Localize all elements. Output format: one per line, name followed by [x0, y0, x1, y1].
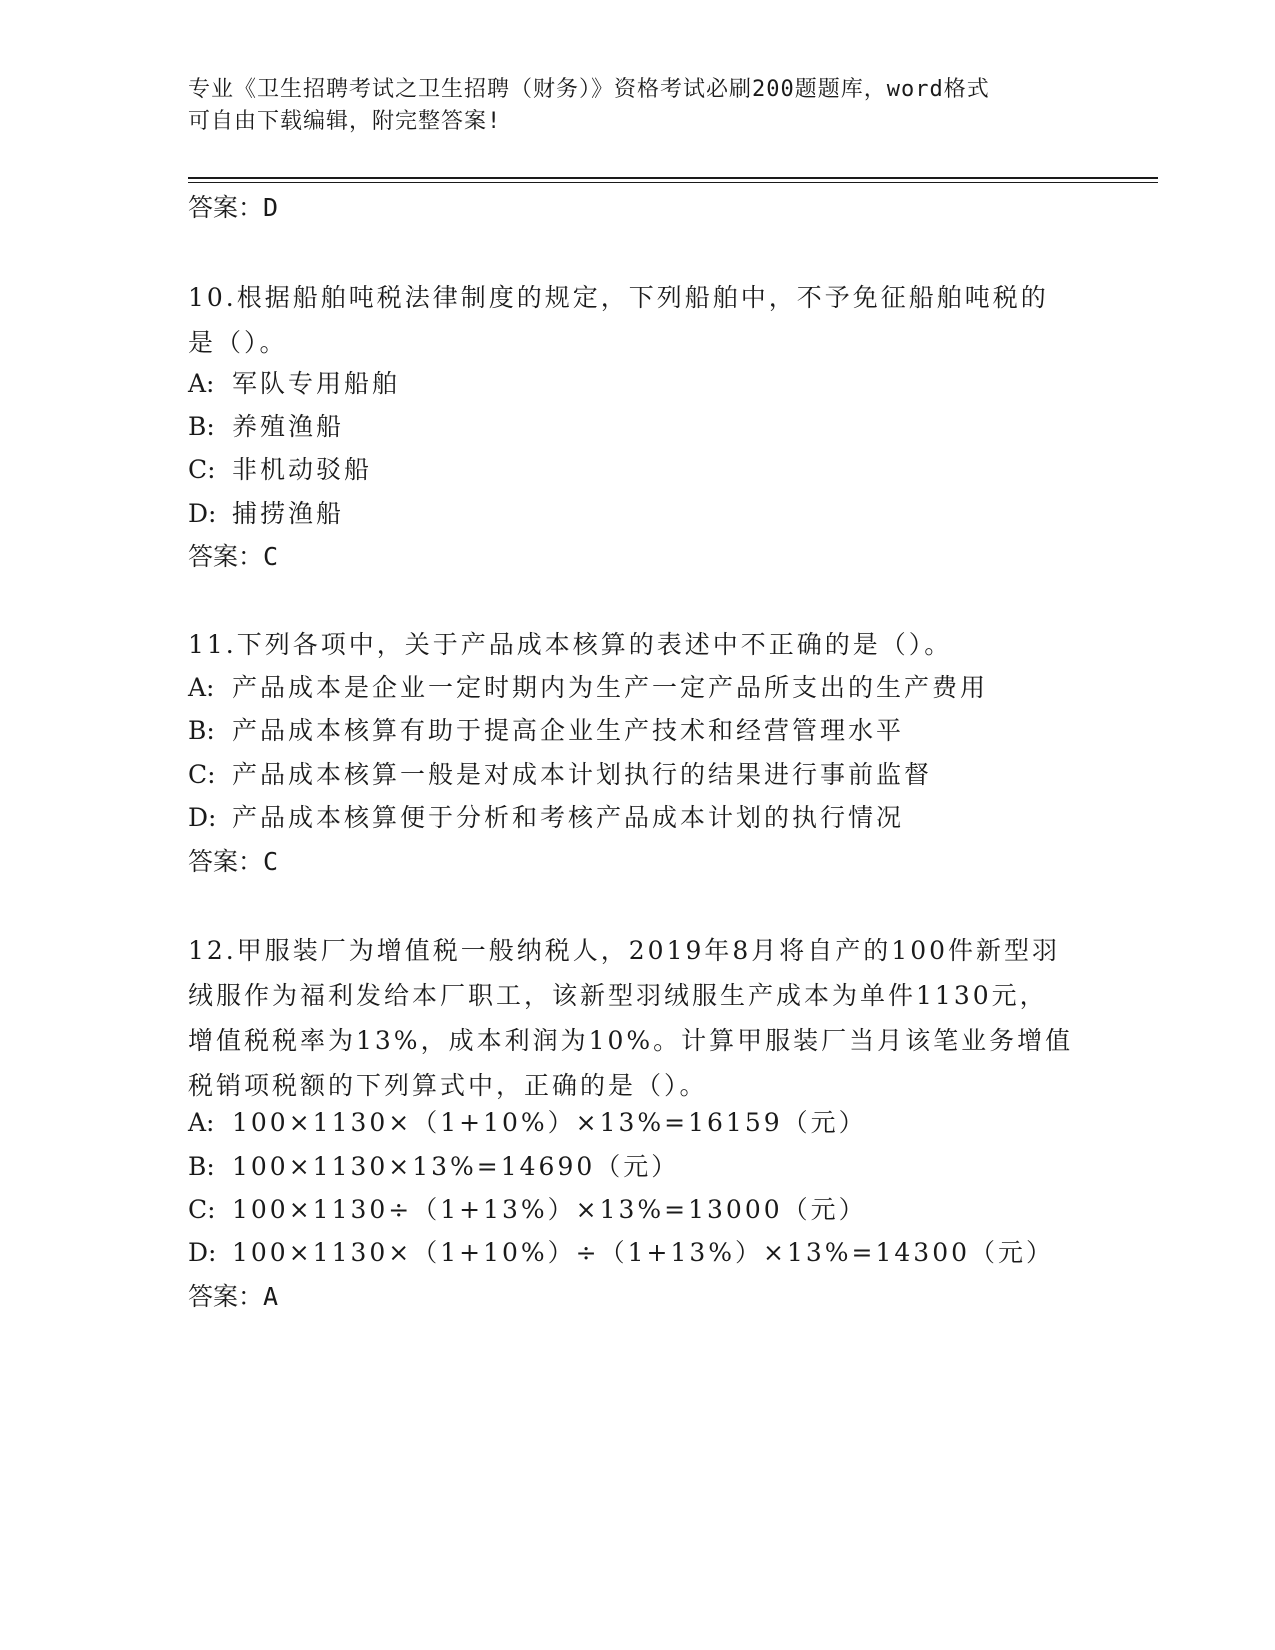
answer-line [188, 192, 278, 224]
question-10-option-c [188, 454, 1088, 486]
answer-value: A [263, 1282, 279, 1311]
option-letter: A: [188, 673, 215, 702]
question-10-stem [188, 275, 1088, 365]
header-line-2: 可自由下载编辑，附完整答案! [188, 109, 502, 134]
question-stem-line: 是（）。 [188, 328, 288, 357]
question-12-answer [188, 1281, 278, 1313]
option-text: 产品成本是企业一定时期内为生产一定产品所支出的生产费用 [232, 673, 989, 702]
answer-label: 答案： [188, 542, 264, 571]
question-10-answer [188, 541, 278, 573]
document-header [188, 74, 1088, 138]
answer-value: D [263, 193, 279, 222]
question-stem-line: 10.根据船舶吨税法律制度的规定，下列船舶中，不予免征船舶吨税的 [188, 283, 1049, 312]
question-12-option-c [188, 1194, 1088, 1226]
answer-value: C [263, 847, 279, 876]
option-text: 100×1130×（1+10%）÷（1+13%）×13%=14300（元） [232, 1238, 1055, 1267]
question-12-option-b [188, 1151, 1088, 1183]
question-stem-line: 税销项税额的下列算式中，正确的是（）。 [188, 1071, 708, 1100]
option-letter: D: [188, 1238, 217, 1267]
option-text: 产品成本核算有助于提高企业生产技术和经营管理水平 [232, 716, 905, 745]
option-letter: A: [188, 369, 215, 398]
header-divider-thick [188, 177, 1158, 179]
option-text: 产品成本核算便于分析和考核产品成本计划的执行情况 [232, 803, 905, 832]
option-text: 军队专用船舶 [232, 369, 401, 398]
header-line-1: 专业《卫生招聘考试之卫生招聘（财务）》资格考试必刷200题题库，word格式 [188, 77, 990, 102]
question-10-option-d [188, 498, 1088, 530]
option-letter: B: [188, 1152, 215, 1181]
option-letter: D: [188, 499, 217, 528]
question-11-option-a [188, 672, 1088, 704]
question-10-option-b [188, 411, 1088, 443]
question-stem-line: 11.下列各项中，关于产品成本核算的表述中不正确的是（）。 [188, 630, 953, 659]
option-text: 100×1130×13%=14690（元） [232, 1152, 680, 1181]
option-letter: C: [188, 760, 216, 789]
question-11-option-b [188, 715, 1088, 747]
answer-label: 答案： [188, 1282, 264, 1311]
question-11-answer [188, 846, 278, 878]
question-stem-line: 绒服作为福利发给本厂职工，该新型羽绒服生产成本为单件1130元， [188, 981, 1048, 1010]
option-letter: C: [188, 455, 216, 484]
header-divider-thin [188, 182, 1158, 183]
option-letter: C: [188, 1195, 216, 1224]
option-text: 非机动驳船 [232, 455, 373, 484]
answer-label: 答案： [188, 847, 264, 876]
option-letter: A: [188, 1108, 215, 1137]
question-stem-line: 12.甲服装厂为增值税一般纳税人，2019年8月将自产的100件新型羽 [188, 936, 1061, 965]
question-12-stem [188, 928, 1088, 1108]
option-text: 100×1130×（1+10%）×13%=16159（元） [232, 1108, 867, 1137]
question-12-option-d [188, 1237, 1088, 1269]
answer-value: C [263, 542, 279, 571]
option-text: 100×1130÷（1+13%）×13%=13000（元） [232, 1195, 867, 1224]
option-text: 养殖渔船 [232, 412, 345, 441]
question-stem-line: 增值税税率为13%，成本利润为10%。计算甲服装厂当月该笔业务增值 [188, 1026, 1074, 1055]
option-text: 产品成本核算一般是对成本计划执行的结果进行事前监督 [232, 760, 933, 789]
question-12-option-a [188, 1107, 1088, 1139]
option-letter: B: [188, 412, 215, 441]
option-text: 捕捞渔船 [232, 499, 345, 528]
question-11-option-c [188, 759, 1088, 791]
question-11-stem [188, 622, 1088, 667]
option-letter: D: [188, 803, 217, 832]
question-11-option-d [188, 802, 1088, 834]
question-10-option-a [188, 368, 1088, 400]
option-letter: B: [188, 716, 215, 745]
answer-label: 答案： [188, 193, 264, 222]
